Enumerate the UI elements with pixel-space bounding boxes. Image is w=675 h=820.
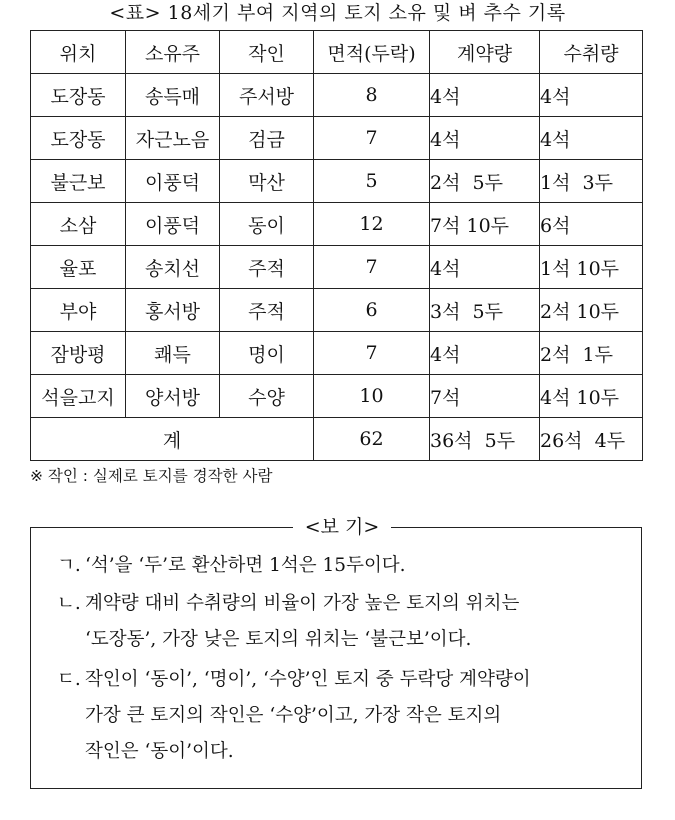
cell-contract: 4석 [430, 117, 540, 160]
cell-area: 7 [314, 117, 430, 160]
header-contract: 계약량 [430, 31, 540, 74]
cell-contract: 4석 [430, 332, 540, 375]
total-contract: 36석 5두 [430, 418, 540, 461]
cell-location: 도장동 [31, 74, 126, 117]
table-row [31, 160, 643, 203]
table-row [31, 289, 643, 332]
choice-marker: ㄷ. [57, 669, 81, 690]
cell-received: 2석 1두 [540, 332, 643, 375]
cell-received: 6석 [540, 203, 643, 246]
cell-location: 석을고지 [31, 375, 126, 418]
cell-tenant: 막산 [220, 160, 314, 203]
choice-item-c [57, 662, 627, 770]
table-row [31, 74, 643, 117]
cell-tenant: 명이 [220, 332, 314, 375]
cell-received: 2석 10두 [540, 289, 643, 332]
cell-contract: 4석 [430, 74, 540, 117]
cell-area: 12 [314, 203, 430, 246]
cell-area: 5 [314, 160, 430, 203]
cell-tenant: 수양 [220, 375, 314, 418]
table-row [31, 375, 643, 418]
header-owner: 소유주 [126, 31, 220, 74]
choice-item-a [57, 548, 627, 584]
header-area: 면적(두락) [314, 31, 430, 74]
choice-line: 계약량 대비 수취량의 비율이 가장 높은 토지의 위치는 [85, 593, 520, 614]
cell-tenant: 검금 [220, 117, 314, 160]
header-location: 위치 [31, 31, 126, 74]
land-record-table [30, 30, 643, 461]
choice-line: 가장 큰 토지의 작인은 ‘수양’이고, 가장 작은 토지의 [85, 705, 502, 726]
table-row [31, 117, 643, 160]
cell-location: 부야 [31, 289, 126, 332]
cell-owner: 홍서방 [126, 289, 220, 332]
table-row [31, 203, 643, 246]
total-received: 26석 4두 [540, 418, 643, 461]
cell-owner: 양서방 [126, 375, 220, 418]
cell-location: 불근보 [31, 160, 126, 203]
cell-tenant: 주서방 [220, 74, 314, 117]
cell-received: 4석 [540, 74, 643, 117]
choice-line: 작인이 ‘동이’, ‘명이’, ‘수양’인 토지 중 두락당 계약량이 [85, 669, 531, 690]
choice-line: 작인은 ‘동이’이다. [85, 741, 234, 762]
cell-owner: 송치선 [126, 246, 220, 289]
cell-contract: 4석 [430, 246, 540, 289]
choice-item-b [57, 586, 627, 658]
choices-box [30, 516, 642, 789]
cell-received: 4석 [540, 117, 643, 160]
cell-contract: 3석 5두 [430, 289, 540, 332]
table-row [31, 332, 643, 375]
choice-marker: ㄴ. [57, 593, 81, 614]
footnote: ※ 작인 : 실제로 토지를 경작한 사람 [30, 467, 273, 485]
cell-area: 7 [314, 332, 430, 375]
cell-location: 소삼 [31, 203, 126, 246]
cell-received: 4석 10두 [540, 375, 643, 418]
cell-tenant: 동이 [220, 203, 314, 246]
cell-contract: 7석 10두 [430, 203, 540, 246]
cell-owner: 이풍덕 [126, 160, 220, 203]
cell-location: 잠방평 [31, 332, 126, 375]
total-label: 계 [31, 418, 314, 461]
header-tenant: 작인 [220, 31, 314, 74]
header-received: 수취량 [540, 31, 643, 74]
cell-tenant: 주적 [220, 246, 314, 289]
cell-owner: 송득매 [126, 74, 220, 117]
cell-area: 7 [314, 246, 430, 289]
cell-area: 8 [314, 74, 430, 117]
cell-area: 6 [314, 289, 430, 332]
cell-owner: 자근노음 [126, 117, 220, 160]
cell-tenant: 주적 [220, 289, 314, 332]
cell-contract: 7석 [430, 375, 540, 418]
table-caption: <표> 18세기 부여 지역의 토지 소유 및 벼 추수 기록 [109, 2, 566, 24]
total-area: 62 [314, 418, 430, 461]
cell-contract: 2석 5두 [430, 160, 540, 203]
choice-marker: ㄱ. [57, 555, 81, 576]
cell-received: 1석 3두 [540, 160, 643, 203]
choice-line: ‘석’을 ‘두’로 환산하면 1석은 15두이다. [85, 555, 406, 576]
table-row [31, 246, 643, 289]
cell-received: 1석 10두 [540, 246, 643, 289]
cell-owner: 쾌득 [126, 332, 220, 375]
cell-location: 도장동 [31, 117, 126, 160]
cell-location: 율포 [31, 246, 126, 289]
cell-area: 10 [314, 375, 430, 418]
choices-box-title: <보 기> [293, 514, 391, 540]
cell-owner: 이풍덕 [126, 203, 220, 246]
choice-line: ‘도장동’, 가장 낮은 토지의 위치는 ‘불근보’이다. [85, 629, 472, 650]
total-row [31, 418, 643, 461]
table-header-row [31, 31, 643, 74]
